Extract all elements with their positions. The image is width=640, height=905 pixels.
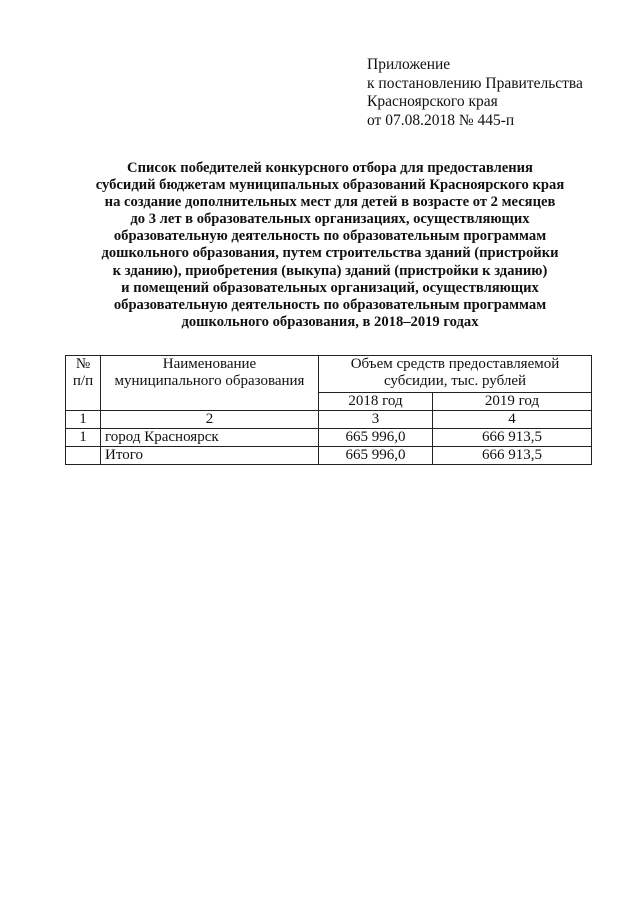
header-num [66,356,101,411]
header-amount-line: Объем средств предоставляемой [350,356,560,372]
row-2019: 666 913,5 [433,447,592,465]
header-year-2018: 2018 год [319,393,433,411]
appendix-line: к постановлению Правительства [367,74,583,92]
col-number: 3 [319,411,433,429]
title-line: образовательную деятельность по образовательным программам [113,296,547,313]
col-number: 2 [101,411,319,429]
table-row [66,429,592,447]
table-total-row [66,447,592,465]
row-2018: 665 996,0 [319,429,433,447]
table-header-row [66,356,592,393]
header-amount-line: субсидии, тыс. рублей [383,373,527,389]
header-name-line: Наименование [162,356,257,372]
row-2018: 665 996,0 [319,447,433,465]
row-num: 1 [66,429,101,447]
document-title [60,160,600,331]
appendix-line: от 07.08.2018 № 445-п [367,112,515,130]
title-line: дошкольного образования, путем строительства зданий (пристройки [101,245,559,262]
appendix-line: Приложение [367,56,451,73]
title-line: на создание дополнительных мест для детей в возрасте от 2 месяцев [104,194,556,211]
header-year-2019: 2019 год [433,393,592,411]
title-line: образовательную деятельность по образовательным программам [113,228,547,245]
row-name: Итого [101,447,319,465]
header-amount [319,356,592,393]
title-line: и помещений образовательных организаций, осуществляющих [121,279,539,296]
title-line: дошкольного образования, в 2018–2019 годах [181,313,479,330]
title-line: до 3 лет в образовательных организациях, осуществляющих [130,211,530,228]
column-number-row [66,411,592,429]
row-name: город Красноярск [101,429,319,447]
title-line: к зданию), приобретения (выкупа) зданий (пристройки к зданию) [112,262,548,279]
title-line: Список победителей конкурсного отбора для предоставления [127,160,533,176]
header-num-line: п/п [72,373,94,389]
row-num [66,447,101,465]
title-line: субсидий бюджетам муниципальных образований Красноярского края [95,177,565,194]
header-name [101,356,319,411]
col-number: 1 [66,411,101,429]
header-num-line: № [75,356,91,372]
winners-table [65,355,592,465]
appendix-line: Красноярского края [367,93,498,111]
col-number: 4 [433,411,592,429]
row-2019: 666 913,5 [433,429,592,447]
header-name-line: муниципального образования [114,373,305,389]
appendix-header [367,56,583,131]
